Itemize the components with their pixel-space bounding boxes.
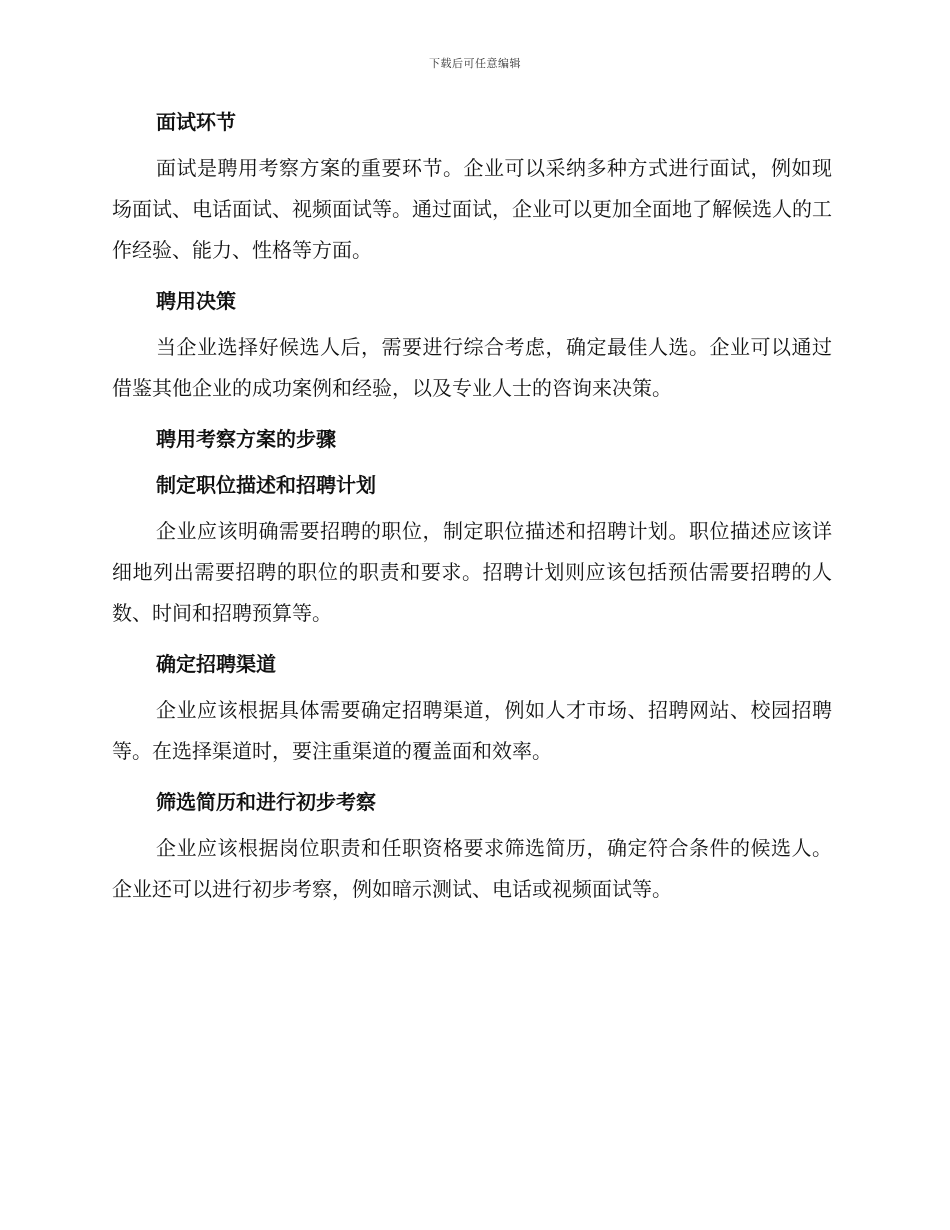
page-header-note: 下载后可任意编辑 — [429, 57, 521, 70]
heading-decision: 聘用决策 — [156, 289, 236, 313]
paragraph-decision: 当企业选择好候选人后，需要进行综合考虑，确定最佳人选。企业可以通过借鉴其他企业的成功案例和经验，以及专业人士的咨询来决策。 — [112, 335, 832, 400]
heading-interview: 面试环节 — [156, 110, 236, 134]
heading-steps: 聘用考察方案的步骤 — [156, 427, 336, 451]
paragraph-screening: 企业应该根据岗位职责和任职资格要求筛选简历，确定符合条件的候选人。企业还可以进行初步考察，例如暗示测试、电话或视频面试等。 — [112, 836, 832, 901]
paragraph-plan: 企业应该明确需要招聘的职位，制定职位描述和招聘计划。职位描述应该详细地列出需要招聘的职位的职责和要求。招聘计划则应该包括预估需要招聘的人数、时间和招聘预算等。 — [112, 519, 832, 625]
document-body — [112, 108, 832, 910]
heading-plan: 制定职位描述和招聘计划 — [156, 473, 376, 497]
paragraph-channels: 企业应该根据具体需要确定招聘渠道，例如人才市场、招聘网站、校园招聘等。在选择渠道时，要注重渠道的覆盖面和效率。 — [112, 698, 832, 763]
heading-screening: 筛选简历和进行初步考察 — [156, 790, 376, 814]
heading-channels: 确定招聘渠道 — [156, 652, 276, 676]
paragraph-interview: 面试是聘用考察方案的重要环节。企业可以采纳多种方式进行面试，例如现场面试、电话面试、视频面试等。通过面试，企业可以更加全面地了解候选人的工作经验、能力、性格等方面。 — [112, 156, 832, 262]
